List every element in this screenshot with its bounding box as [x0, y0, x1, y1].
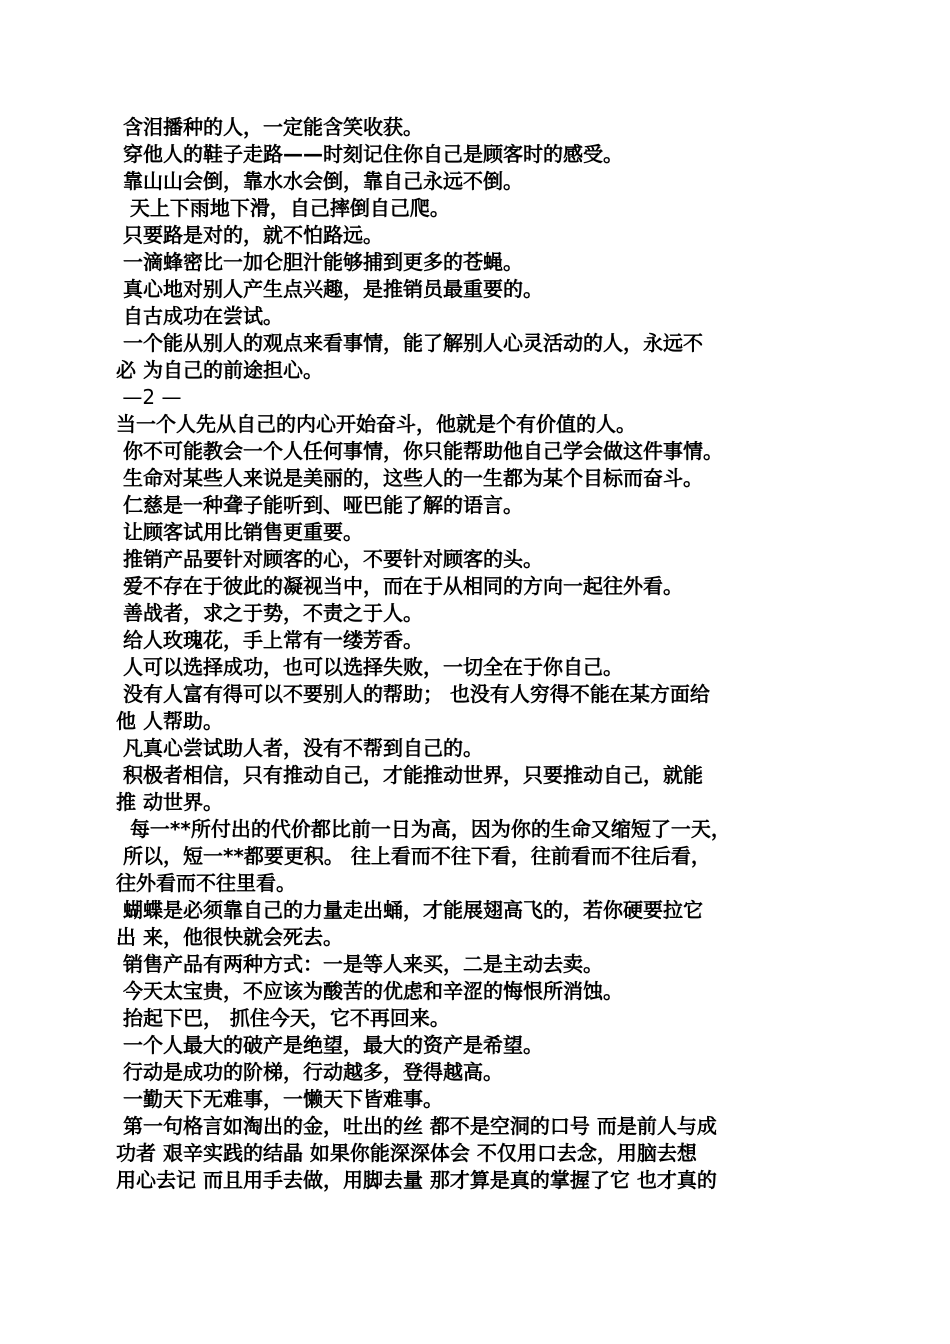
document-text — [116, 114, 846, 1194]
text-line: 积极者相信，只有推动自己，才能推动世界，只要推动自己，就能 — [116, 763, 703, 787]
text-line: 穿他人的鞋子走路——时刻记住你自己是顾客时的感受。 — [116, 142, 623, 166]
text-line: 当一个人先从自己的内心开始奋斗，他就是个有价值的人。 — [116, 412, 636, 436]
text-line: 你不可能教会一个人任何事情，你只能帮助他自己学会做这件事情。 — [116, 439, 723, 463]
text-line: 一个人最大的破产是绝望，最大的资产是希望。 — [116, 1033, 543, 1057]
text-line: 天上下雨地下滑，自己摔倒自己爬。 — [116, 196, 450, 220]
text-line: 销售产品有两种方式：一是等人来买，二是主动去卖。 — [116, 952, 603, 976]
text-line: 靠山山会倒，靠水水会倒，靠自己永远不倒。 — [116, 169, 523, 193]
text-line: 每一**所付出的代价都比前一日为高，因为你的生命又缩短了一天， — [116, 817, 731, 841]
text-line: 没有人富有得可以不要别人的帮助； 也没有人穷得不能在某方面给 — [116, 682, 710, 706]
text-line: 功者 艰辛实践的结晶 如果你能深深体会 不仅用口去念，用脑去想 — [116, 1141, 697, 1165]
text-line: 一勤天下无难事，一懒天下皆难事。 — [116, 1087, 443, 1111]
text-line: 蝴蝶是必须靠自己的力量走出蛹，才能展翅高飞的，若你硬要拉它 — [116, 898, 703, 922]
text-line: 往外看而不往里看。 — [116, 871, 296, 895]
text-line: 所以，短一**都要更积。 往上看而不往下看，往前看而不往后看， — [116, 844, 711, 868]
text-line: 一个能从别人的观点来看事情，能了解别人心灵活动的人，永远不 — [116, 331, 703, 355]
text-line: 必 为自己的前途担心。 — [116, 358, 323, 382]
text-line: 推销产品要针对顾客的心，不要针对顾客的头。 — [116, 547, 543, 571]
text-line: 善战者，求之于势，不责之于人。 — [116, 601, 423, 625]
text-line: 行动是成功的阶梯，行动越多，登得越高。 — [116, 1060, 503, 1084]
text-line: 仁慈是一种聋子能听到、哑巴能了解的语言。 — [116, 493, 523, 517]
text-line: 他 人帮助。 — [116, 709, 223, 733]
text-line: 今天太宝贵，不应该为酸苦的优虑和辛涩的悔恨所消蚀。 — [116, 979, 623, 1003]
text-line: 第一句格言如淘出的金，吐出的丝 都不是空洞的口号 而是前人与成 — [116, 1114, 717, 1138]
text-line: 用心去记 而且用手去做，用脚去量 那才算是真的掌握了它 也才真的 — [116, 1168, 717, 1192]
text-line: 出 来，他很快就会死去。 — [116, 925, 343, 949]
text-line: 推 动世界。 — [116, 790, 223, 814]
text-line: 抬起下巴， 抓住今天，它不再回来。 — [116, 1006, 450, 1030]
text-line: 凡真心尝试助人者，没有不帮到自己的。 — [116, 736, 483, 760]
text-line: 自古成功在尝试。 — [116, 304, 283, 328]
page-number: —2 — — [116, 385, 182, 409]
text-line: 爱不存在于彼此的凝视当中，而在于从相同的方向一起往外看。 — [116, 574, 683, 598]
text-line: 真心地对别人产生点兴趣，是推销员最重要的。 — [116, 277, 543, 301]
text-line: 让顾客试用比销售更重要。 — [116, 520, 363, 544]
text-line: 含泪播种的人，一定能含笑收获。 — [116, 115, 423, 139]
text-line: 给人玫瑰花，手上常有一缕芳香。 — [116, 628, 423, 652]
text-line: 一滴蜂密比一加仑胆汁能够捕到更多的苍蝇。 — [116, 250, 523, 274]
text-line: 生命对某些人来说是美丽的，这些人的一生都为某个目标而奋斗。 — [116, 466, 703, 490]
text-line: 人可以选择成功，也可以选择失败，一切全在于你自己。 — [116, 655, 623, 679]
text-line: 只要路是对的，就不怕路远。 — [116, 223, 383, 247]
